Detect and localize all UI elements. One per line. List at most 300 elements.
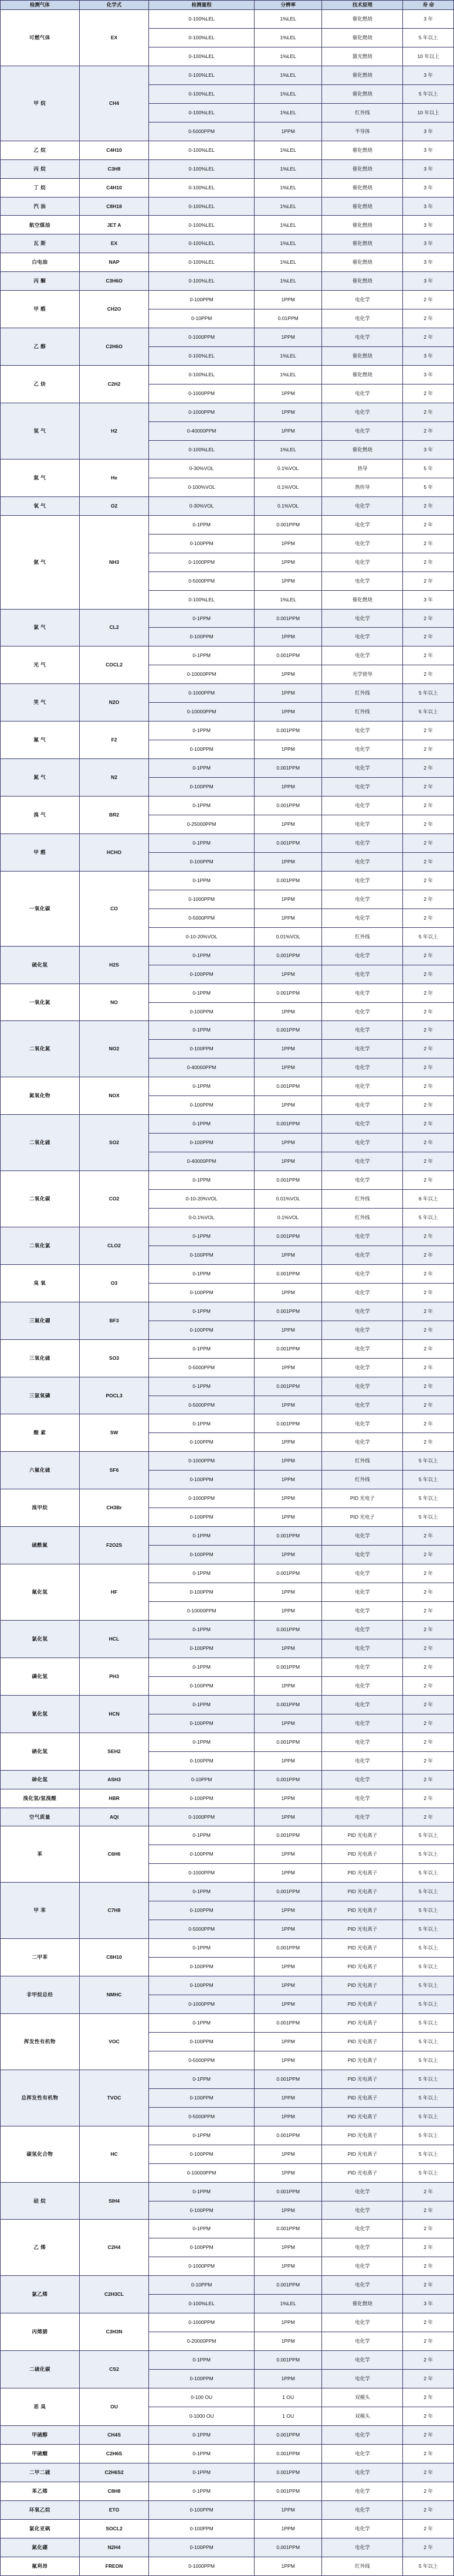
cell-gas-name: 六氟化硫 bbox=[1, 1452, 80, 1489]
cell-resolution: 1PPM bbox=[254, 1283, 321, 1302]
table-row bbox=[1, 1620, 454, 1639]
cell-life: 2 年 bbox=[403, 759, 454, 778]
cell-gas-name: 一氧化碳 bbox=[1, 871, 80, 946]
cell-technology: 电化学 bbox=[322, 722, 403, 740]
cell-technology: 电化学 bbox=[322, 1040, 403, 1059]
cell-life: 2 年 bbox=[403, 984, 454, 1002]
cell-formula: SOCL2 bbox=[79, 2519, 149, 2538]
cell-resolution: 1%LEL bbox=[254, 347, 321, 366]
cell-technology: 双模头 bbox=[322, 2407, 403, 2426]
cell-resolution: 1PPM bbox=[254, 1152, 321, 1171]
cell-life: 2 年 bbox=[403, 1059, 454, 1077]
cell-range: 0-1PPM bbox=[149, 2425, 255, 2444]
cell-life: 2 年 bbox=[403, 1695, 454, 1714]
cell-resolution: 1PPM bbox=[254, 1040, 321, 1059]
cell-resolution: 1 OU bbox=[254, 2388, 321, 2407]
cell-formula: CH2O bbox=[79, 291, 149, 328]
cell-formula: C2H6O bbox=[79, 328, 149, 366]
cell-range: 0-100%VOL bbox=[149, 478, 255, 496]
cell-formula: NOX bbox=[79, 1077, 149, 1115]
cell-range: 0-1PPM bbox=[149, 1339, 255, 1358]
cell-resolution: 1PPM bbox=[254, 1134, 321, 1152]
cell-technology: 电化学 bbox=[322, 2500, 403, 2519]
cell-life: 2 年 bbox=[403, 946, 454, 965]
cell-gas-name: 航空煤油 bbox=[1, 216, 80, 234]
cell-life: 2 年 bbox=[403, 646, 454, 665]
table-row bbox=[1, 1658, 454, 1676]
cell-formula: C4H10 bbox=[79, 178, 149, 197]
cell-life: 2 年 bbox=[403, 1152, 454, 1171]
cell-range: 0-10PPM bbox=[149, 309, 255, 328]
cell-life: 5 年以上 bbox=[403, 1845, 454, 1864]
cell-formula: AQI bbox=[79, 1808, 149, 1826]
cell-resolution: 1%LEL bbox=[254, 10, 321, 29]
table-row bbox=[1, 1489, 454, 1508]
cell-technology: 电化学 bbox=[322, 1602, 403, 1621]
cell-formula: NO bbox=[79, 984, 149, 1021]
cell-technology: 电化学 bbox=[322, 2201, 403, 2220]
cell-life: 2 年 bbox=[403, 1676, 454, 1695]
cell-range: 0-1000PPM bbox=[149, 890, 255, 908]
cell-resolution: 0.001PPM bbox=[254, 2425, 321, 2444]
cell-life: 2 年 bbox=[403, 890, 454, 908]
cell-formula: C2H2 bbox=[79, 366, 149, 403]
cell-technology: 电化学 bbox=[322, 1714, 403, 1733]
cell-resolution: 0.001PPM bbox=[254, 1377, 321, 1396]
cell-formula: C4H10 bbox=[79, 141, 149, 159]
cell-resolution: 0.001PPM bbox=[254, 759, 321, 778]
cell-range: 0-25000PPM bbox=[149, 815, 255, 833]
cell-range: 0-5000PPM bbox=[149, 2107, 255, 2126]
cell-life: 2 年 bbox=[403, 1770, 454, 1789]
cell-formula: SEH2 bbox=[79, 1733, 149, 1770]
cell-resolution: 1PPM bbox=[254, 1789, 321, 1808]
cell-technology: 电化学 bbox=[322, 2238, 403, 2257]
cell-formula: He bbox=[79, 459, 149, 496]
cell-technology: 电化学 bbox=[322, 1546, 403, 1564]
cell-technology: 红外线 bbox=[322, 2557, 403, 2575]
cell-technology: 电化学 bbox=[322, 2482, 403, 2500]
cell-resolution: 1PPM bbox=[254, 2519, 321, 2538]
cell-formula: CO bbox=[79, 871, 149, 946]
table-row bbox=[1, 1527, 454, 1546]
cell-technology: PID 光电离子 bbox=[322, 2051, 403, 2070]
cell-life: 2 年 bbox=[403, 778, 454, 797]
cell-resolution: 0.001PPM bbox=[254, 1658, 321, 1676]
cell-range: 0-1PPM bbox=[149, 1414, 255, 1433]
cell-range: 0-100PPM bbox=[149, 2088, 255, 2107]
table-row bbox=[1, 141, 454, 159]
cell-gas-name: 瓦 斯 bbox=[1, 234, 80, 253]
cell-life: 2 年 bbox=[403, 1733, 454, 1751]
column-header-technology: 技术原理 bbox=[322, 1, 403, 10]
cell-technology: 电化学 bbox=[322, 852, 403, 871]
table-row bbox=[1, 2463, 454, 2482]
cell-resolution: 0.001PPM bbox=[254, 1339, 321, 1358]
cell-life: 5 年以上 bbox=[403, 1976, 454, 1995]
cell-resolution: 0.001PPM bbox=[254, 1939, 321, 1958]
cell-life: 2 年 bbox=[403, 609, 454, 628]
cell-life: 2 年 bbox=[403, 722, 454, 740]
cell-technology: PID 光电离子 bbox=[322, 2013, 403, 2032]
cell-technology: 电化学 bbox=[322, 1115, 403, 1134]
cell-resolution: 1PPM bbox=[254, 122, 321, 141]
cell-gas-name: 二氧化硫 bbox=[1, 1115, 80, 1171]
cell-resolution: 1PPM bbox=[254, 1508, 321, 1527]
cell-life: 5 年以上 bbox=[403, 2126, 454, 2145]
cell-gas-name: 溴甲烷 bbox=[1, 1489, 80, 1527]
cell-life: 2 年 bbox=[403, 797, 454, 815]
cell-formula: C8H8 bbox=[79, 2482, 149, 2500]
table-row bbox=[1, 496, 454, 515]
cell-resolution: 0.001PPM bbox=[254, 2482, 321, 2500]
cell-gas-name: 臭 氧 bbox=[1, 1264, 80, 1302]
cell-resolution: 1PPM bbox=[254, 571, 321, 590]
cell-range: 0-100PPM bbox=[149, 1789, 255, 1808]
cell-range: 0-1000PPM bbox=[149, 1489, 255, 1508]
cell-resolution: 1%LEL bbox=[254, 84, 321, 103]
cell-technology: 电化学 bbox=[322, 1264, 403, 1283]
cell-formula: CO2 bbox=[79, 1171, 149, 1227]
cell-life: 2 年 bbox=[403, 1134, 454, 1152]
cell-life: 2 年 bbox=[403, 1789, 454, 1808]
cell-technology: 红外线 bbox=[322, 103, 403, 122]
cell-technology: 电化学 bbox=[322, 1583, 403, 1602]
table-row bbox=[1, 609, 454, 628]
cell-gas-name: 氮氧化物 bbox=[1, 1077, 80, 1115]
cell-life: 2 年 bbox=[403, 1377, 454, 1396]
cell-technology: 电化学 bbox=[322, 984, 403, 1002]
cell-formula: C2H6S bbox=[79, 2444, 149, 2463]
cell-technology: 催化燃烧 bbox=[322, 197, 403, 216]
cell-resolution: 1PPM bbox=[254, 291, 321, 309]
cell-life: 2 年 bbox=[403, 1639, 454, 1658]
cell-life: 2 年 bbox=[403, 1171, 454, 1190]
cell-range: 0-100%LEL bbox=[149, 440, 255, 459]
table-row bbox=[1, 234, 454, 253]
cell-technology: PID 光电离子 bbox=[322, 2088, 403, 2107]
cell-life: 2 年 bbox=[403, 628, 454, 646]
cell-range: 0-40000PPM bbox=[149, 1059, 255, 1077]
cell-range: 0-100%LEL bbox=[149, 178, 255, 197]
cell-resolution: 1%LEL bbox=[254, 178, 321, 197]
cell-range: 0-40000PPM bbox=[149, 421, 255, 440]
cell-range: 0-100%LEL bbox=[149, 590, 255, 609]
cell-life: 5 年以上 bbox=[403, 2145, 454, 2163]
cell-range: 0-100%LEL bbox=[149, 66, 255, 84]
cell-technology: 电化学 bbox=[322, 1639, 403, 1658]
cell-range: 0-100PPM bbox=[149, 1096, 255, 1115]
table-row bbox=[1, 328, 454, 347]
cell-life: 3 年 bbox=[403, 10, 454, 29]
cell-resolution: 1PPM bbox=[254, 1714, 321, 1733]
cell-range: 0-10-20%VOL bbox=[149, 1190, 255, 1209]
cell-life: 5 年 bbox=[403, 478, 454, 496]
cell-technology: 电化学 bbox=[322, 1283, 403, 1302]
cell-resolution: 0.001PPM bbox=[254, 984, 321, 1002]
cell-technology: 电化学 bbox=[322, 609, 403, 628]
cell-resolution: 1PPM bbox=[254, 534, 321, 553]
cell-gas-name: 硫化氢 bbox=[1, 946, 80, 984]
cell-range: 0-1000PPM bbox=[149, 328, 255, 347]
cell-range: 0-1PPM bbox=[149, 1021, 255, 1040]
cell-technology: PID 光电离子 bbox=[322, 2070, 403, 2088]
table-row bbox=[1, 684, 454, 703]
cell-technology: 电化学 bbox=[322, 2351, 403, 2370]
cell-gas-name: 氟化氢 bbox=[1, 1564, 80, 1621]
cell-life: 10 年以上 bbox=[403, 47, 454, 66]
cell-resolution: 1PPM bbox=[254, 2201, 321, 2220]
cell-technology: 催化燃烧 bbox=[322, 440, 403, 459]
cell-gas-name: 甲硫醇 bbox=[1, 2425, 80, 2444]
cell-life: 3 年 bbox=[403, 440, 454, 459]
cell-range: 0-1PPM bbox=[149, 1115, 255, 1134]
cell-technology: 催化燃烧 bbox=[322, 141, 403, 159]
table-row bbox=[1, 197, 454, 216]
cell-range: 0-1000PPM bbox=[149, 1995, 255, 2014]
cell-range: 0-1000PPM bbox=[149, 553, 255, 571]
cell-resolution: 1PPM bbox=[254, 1920, 321, 1939]
cell-life: 2 年 bbox=[403, 2201, 454, 2220]
cell-gas-name: 二氧化碳 bbox=[1, 1171, 80, 1227]
cell-life: 5 年以上 bbox=[403, 684, 454, 703]
table-row bbox=[1, 159, 454, 178]
cell-range: 0-5000PPM bbox=[149, 1920, 255, 1939]
cell-technology: 光学使导 bbox=[322, 665, 403, 684]
cell-formula: C2H6S2 bbox=[79, 2463, 149, 2482]
cell-resolution: 0.001PPM bbox=[254, 1620, 321, 1639]
cell-life: 3 年 bbox=[403, 197, 454, 216]
cell-technology: 电化学 bbox=[322, 496, 403, 515]
cell-life: 2 年 bbox=[403, 1751, 454, 1770]
cell-gas-name: 氨 气 bbox=[1, 515, 80, 609]
cell-gas-name: 二氧化氮 bbox=[1, 1021, 80, 1077]
cell-technology: PID 光电离子 bbox=[322, 1995, 403, 2014]
cell-range: 0-1PPM bbox=[149, 2220, 255, 2238]
cell-gas-name: 乙 炔 bbox=[1, 366, 80, 403]
cell-formula: HCHO bbox=[79, 833, 149, 871]
cell-resolution: 0.001PPM bbox=[254, 1695, 321, 1714]
cell-resolution: 1%LEL bbox=[254, 253, 321, 272]
cell-life: 2 年 bbox=[403, 852, 454, 871]
cell-range: 0-10000PPM bbox=[149, 665, 255, 684]
table-row bbox=[1, 366, 454, 384]
cell-range: 0-100PPM bbox=[149, 628, 255, 646]
cell-range: 0-100PPM bbox=[149, 1283, 255, 1302]
cell-life: 2 年 bbox=[403, 1433, 454, 1452]
cell-life: 3 年 bbox=[403, 590, 454, 609]
cell-range: 0-100%LEL bbox=[149, 216, 255, 234]
cell-range: 0-1PPM bbox=[149, 1227, 255, 1246]
cell-gas-name: 氯化亚砜 bbox=[1, 2519, 80, 2538]
cell-technology: 电化学 bbox=[322, 1358, 403, 1377]
cell-range: 0-1PPM bbox=[149, 2013, 255, 2032]
table-row bbox=[1, 2182, 454, 2201]
cell-life: 2 年 bbox=[403, 665, 454, 684]
cell-range: 0-100%LEL bbox=[149, 84, 255, 103]
cell-life: 5 年以上 bbox=[403, 1452, 454, 1471]
cell-range: 0-30%VOL bbox=[149, 459, 255, 478]
cell-range: 0-100PPM bbox=[149, 1321, 255, 1339]
cell-technology: 电化学 bbox=[322, 2257, 403, 2276]
cell-resolution: 1%LEL bbox=[254, 366, 321, 384]
cell-technology: 电化学 bbox=[322, 1751, 403, 1770]
cell-resolution: 0.001PPM bbox=[254, 833, 321, 852]
cell-gas-name: 白电油 bbox=[1, 253, 80, 272]
cell-formula: N2O bbox=[79, 684, 149, 722]
cell-gas-name: 汽 油 bbox=[1, 197, 80, 216]
cell-resolution: 0.01PPM bbox=[254, 309, 321, 328]
cell-resolution: 1PPM bbox=[254, 2145, 321, 2163]
cell-technology: 催化燃烧 bbox=[322, 272, 403, 291]
cell-resolution: 0.001PPM bbox=[254, 1527, 321, 1546]
cell-technology: PID 光电离子 bbox=[322, 2163, 403, 2182]
cell-gas-name: 笑 气 bbox=[1, 684, 80, 722]
cell-resolution: 1PPM bbox=[254, 2313, 321, 2332]
table-row bbox=[1, 253, 454, 272]
cell-resolution: 1%LEL bbox=[254, 234, 321, 253]
cell-resolution: 0.001PPM bbox=[254, 2126, 321, 2145]
cell-range: 0-1000PPM bbox=[149, 384, 255, 403]
cell-formula: NO2 bbox=[79, 1021, 149, 1077]
cell-range: 0-1000PPM bbox=[149, 1864, 255, 1883]
cell-resolution: 1PPM bbox=[254, 665, 321, 684]
table-row bbox=[1, 1115, 454, 1134]
cell-formula: ASH3 bbox=[79, 1770, 149, 1789]
cell-resolution: 0.001PPM bbox=[254, 1564, 321, 1583]
cell-range: 0-100 OU bbox=[149, 2388, 255, 2407]
cell-life: 5 年以上 bbox=[403, 2107, 454, 2126]
cell-life: 5 年以上 bbox=[403, 927, 454, 946]
cell-resolution: 0.001PPM bbox=[254, 1264, 321, 1283]
cell-life: 5 年以上 bbox=[403, 2013, 454, 2032]
cell-resolution: 1PPM bbox=[254, 815, 321, 833]
cell-technology: 电化学 bbox=[322, 534, 403, 553]
cell-life: 2 年 bbox=[403, 1339, 454, 1358]
table-row bbox=[1, 1077, 454, 1096]
cell-resolution: 1%LEL bbox=[254, 440, 321, 459]
cell-life: 2 年 bbox=[403, 1808, 454, 1826]
cell-gas-name: 砷化氢 bbox=[1, 1770, 80, 1789]
cell-range: 0-1PPM bbox=[149, 1171, 255, 1190]
table-row bbox=[1, 403, 454, 422]
cell-range: 0-100PPM bbox=[149, 1583, 255, 1602]
cell-technology: 电化学 bbox=[322, 2519, 403, 2538]
cell-life: 2 年 bbox=[403, 515, 454, 534]
cell-resolution: 0.001PPM bbox=[254, 1302, 321, 1321]
cell-life: 2 年 bbox=[403, 2370, 454, 2388]
cell-range: 0-1PPM bbox=[149, 797, 255, 815]
cell-range: 0-1PPM bbox=[149, 1564, 255, 1583]
cell-technology: 电化学 bbox=[322, 1808, 403, 1826]
table-row bbox=[1, 984, 454, 1002]
cell-resolution: 1PPM bbox=[254, 1321, 321, 1339]
cell-technology: 双模头 bbox=[322, 2388, 403, 2407]
cell-formula: COCL2 bbox=[79, 646, 149, 684]
cell-life: 2 年 bbox=[403, 1620, 454, 1639]
cell-resolution: 1PPM bbox=[254, 1433, 321, 1452]
table-row bbox=[1, 2425, 454, 2444]
cell-technology: 电化学 bbox=[322, 1789, 403, 1808]
cell-range: 0-100PPM bbox=[149, 2145, 255, 2163]
table-row bbox=[1, 1302, 454, 1321]
cell-range: 0-100PPM bbox=[149, 2538, 255, 2557]
cell-resolution: 0.001PPM bbox=[254, 646, 321, 665]
cell-resolution: 0.1%VOL bbox=[254, 496, 321, 515]
column-header-life: 寿 命 bbox=[403, 1, 454, 10]
cell-gas-name: 空气质量 bbox=[1, 1808, 80, 1826]
cell-resolution: 0.001PPM bbox=[254, 1414, 321, 1433]
cell-formula: SO2 bbox=[79, 1115, 149, 1171]
cell-resolution: 0.1%VOL bbox=[254, 1209, 321, 1227]
table-row bbox=[1, 2013, 454, 2032]
cell-life: 3 年 bbox=[403, 159, 454, 178]
cell-gas-name: 氟 气 bbox=[1, 722, 80, 759]
cell-resolution: 0.001PPM bbox=[254, 1115, 321, 1134]
cell-life: 10 年以上 bbox=[403, 103, 454, 122]
cell-gas-name: 硅 烷 bbox=[1, 2182, 80, 2220]
cell-life: 5 年以上 bbox=[403, 703, 454, 722]
cell-life: 2 年 bbox=[403, 871, 454, 890]
cell-resolution: 1PPM bbox=[254, 1639, 321, 1658]
cell-life: 2 年 bbox=[403, 1096, 454, 1115]
cell-technology: PID 光电离子 bbox=[322, 2032, 403, 2051]
cell-resolution: 1PPM bbox=[254, 2500, 321, 2519]
cell-life: 5 年以上 bbox=[403, 1883, 454, 1901]
cell-gas-name: 氮 气 bbox=[1, 759, 80, 797]
cell-gas-name: 氯 气 bbox=[1, 609, 80, 646]
cell-gas-name: 挥发性有机物 bbox=[1, 2013, 80, 2070]
cell-resolution: 0.001PPM bbox=[254, 946, 321, 965]
cell-resolution: 1%LEL bbox=[254, 103, 321, 122]
cell-range: 0-1000PPM bbox=[149, 684, 255, 703]
cell-formula: H2 bbox=[79, 403, 149, 460]
cell-resolution: 1%LEL bbox=[254, 28, 321, 47]
cell-life: 2 年 bbox=[403, 571, 454, 590]
cell-range: 0-1PPM bbox=[149, 1527, 255, 1546]
cell-formula: HF bbox=[79, 1564, 149, 1621]
cell-technology: 催化燃烧 bbox=[322, 66, 403, 84]
cell-formula: C3H6O bbox=[79, 272, 149, 291]
cell-technology: 电化学 bbox=[322, 1321, 403, 1339]
cell-gas-name: 氯化氢 bbox=[1, 1620, 80, 1658]
cell-technology: 电化学 bbox=[322, 1676, 403, 1695]
cell-life: 2 年 bbox=[403, 2351, 454, 2370]
cell-life: 2 年 bbox=[403, 833, 454, 852]
cell-gas-name: 苯乙烯 bbox=[1, 2482, 80, 2500]
cell-technology: 电化学 bbox=[322, 2182, 403, 2201]
cell-resolution: 1%LEL bbox=[254, 47, 321, 66]
cell-formula: SW bbox=[79, 1414, 149, 1452]
cell-life: 6 年以上 bbox=[403, 1190, 454, 1209]
cell-range: 0-100PPM bbox=[149, 1976, 255, 1995]
cell-technology: 电化学 bbox=[322, 2370, 403, 2388]
cell-technology: 热传导 bbox=[322, 478, 403, 496]
cell-resolution: 1%LEL bbox=[254, 2295, 321, 2313]
cell-range: 0-100PPM bbox=[149, 1676, 255, 1695]
cell-resolution: 0.001PPM bbox=[254, 2444, 321, 2463]
cell-life: 2 年 bbox=[403, 965, 454, 984]
cell-life: 3 年 bbox=[403, 253, 454, 272]
cell-resolution: 1PPM bbox=[254, 628, 321, 646]
cell-range: 0-1PPM bbox=[149, 833, 255, 852]
cell-formula: C8H18 bbox=[79, 197, 149, 216]
cell-life: 2 年 bbox=[403, 2519, 454, 2538]
cell-formula: EX bbox=[79, 234, 149, 253]
cell-life: 5 年以上 bbox=[403, 2163, 454, 2182]
table-row bbox=[1, 2538, 454, 2557]
cell-formula: C7H8 bbox=[79, 1883, 149, 1939]
